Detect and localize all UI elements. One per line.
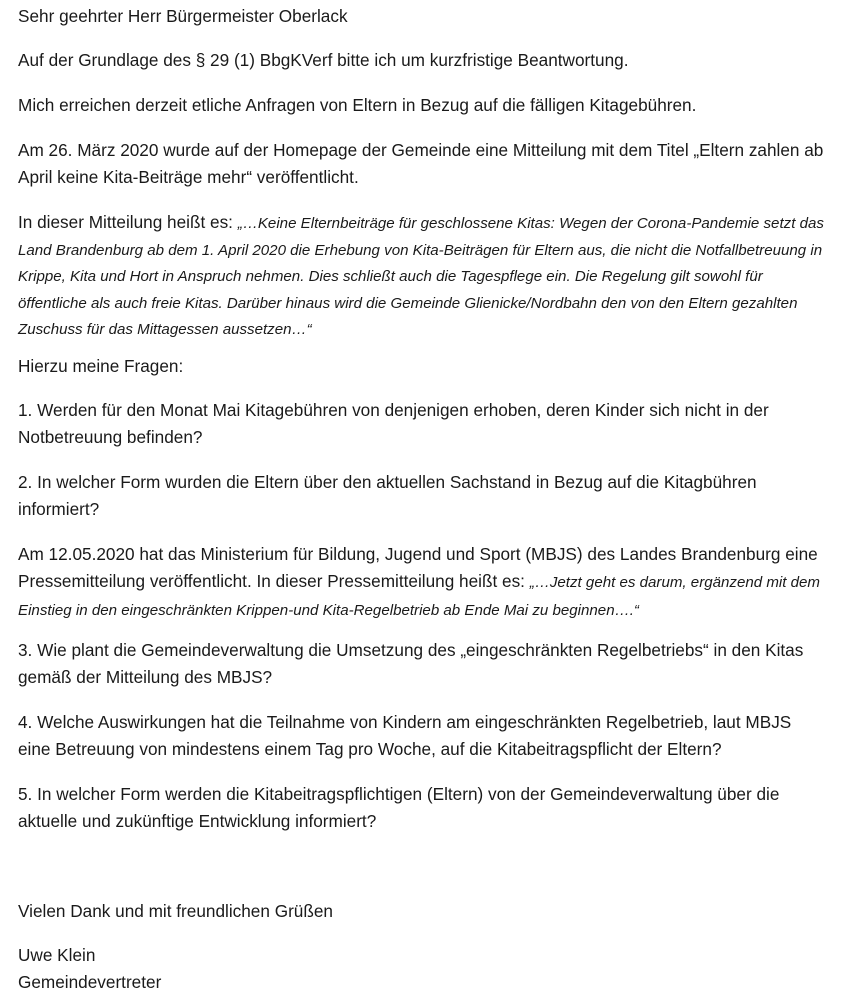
questions-intro: Hierzu meine Fragen:: [18, 356, 184, 376]
salutation: Sehr geehrter Herr Bürgermeister Oberlack: [18, 6, 348, 26]
closing: Vielen Dank und mit freundlichen Grüßen: [18, 901, 333, 921]
question-1: 1. Werden für den Monat Mai Kitagebühren von denjenigen erhoben, deren Kinder sich nicht in der Notbetreuung befinden?: [18, 400, 769, 447]
press-quote: „…Jetzt geht es darum, ergänzend mit dem Einstieg in den eingeschränkten Krippen-und Kita-Regelbetrieb ab Ende Mai zu beginnen….“: [18, 574, 821, 619]
quote-paragraph: [18, 210, 828, 343]
announcement-paragraph: Am 26. März 2020 wurde auf der Homepage der Gemeinde eine Mitteilung mit dem Titel „Eltern zahlen ab April keine Kita-Beiträge mehr“ veröffentlicht.: [18, 140, 824, 187]
quote-lead: In dieser Mitteilung heißt es:: [18, 212, 238, 232]
intro-paragraph: Auf der Grundlage des § 29 (1) BbgKVerf bitte ich um kurzfristige Beantwortung.: [18, 50, 629, 70]
press-lead: Am 12.05.2020 hat das Ministerium für Bildung, Jugend und Sport (MBJS) des Landes Brandenburg eine Pressemitteilung veröffentlicht. In dieser Pressemitteilung heißt es:: [18, 544, 818, 591]
question-3: 3. Wie plant die Gemeindeverwaltung die Umsetzung des „eingeschränkten Regelbetriebs“ in den Kitas gemäß der Mitteilung des MBJS?: [18, 640, 804, 687]
question-5: 5. In welcher Form werden die Kitabeitragspflichtigen (Eltern) von der Gemeindeverwaltung über die aktuelle und zukünftige Entwicklung informiert?: [18, 784, 780, 831]
signature-name: Uwe Klein: [18, 945, 96, 965]
question-4: 4. Welche Auswirkungen hat die Teilnahme von Kindern am eingeschränkten Regelbetrieb, laut MBJS eine Betreuung von mindestens einem Tag pro Woche, auf die Kitabeitragspflicht der Eltern?: [18, 712, 792, 759]
question-2: 2. In welcher Form wurden die Eltern über den aktuellen Sachstand in Bezug auf die Kitagbühren informiert?: [18, 472, 757, 519]
press-paragraph: [18, 541, 828, 624]
signature-title: Gemeindevertreter: [18, 972, 162, 992]
context-paragraph: Mich erreichen derzeit etliche Anfragen von Eltern in Bezug auf die fälligen Kitagebühren.: [18, 95, 697, 115]
quote-text: „…Keine Elternbeiträge für geschlossene Kitas: Wegen der Corona-Pandemie setzt das Land Brandenburg ab dem 1. April 2020 die Erhebung von Kita-Beiträgen für Eltern aus, die nicht die Notfallbetreuung in Krippe, Kita und Hort in Anspruch nehmen. Dies schließt auch die Tagespflege ein. Die Regelung gilt sowohl für öffentliche als auch freie Kitas. Darüber hinaus wird die Gemeinde Glienicke/Nordbahn den von den Eltern gezahlten Zuschuss für das Mittagessen aussetzen…“: [18, 215, 824, 338]
